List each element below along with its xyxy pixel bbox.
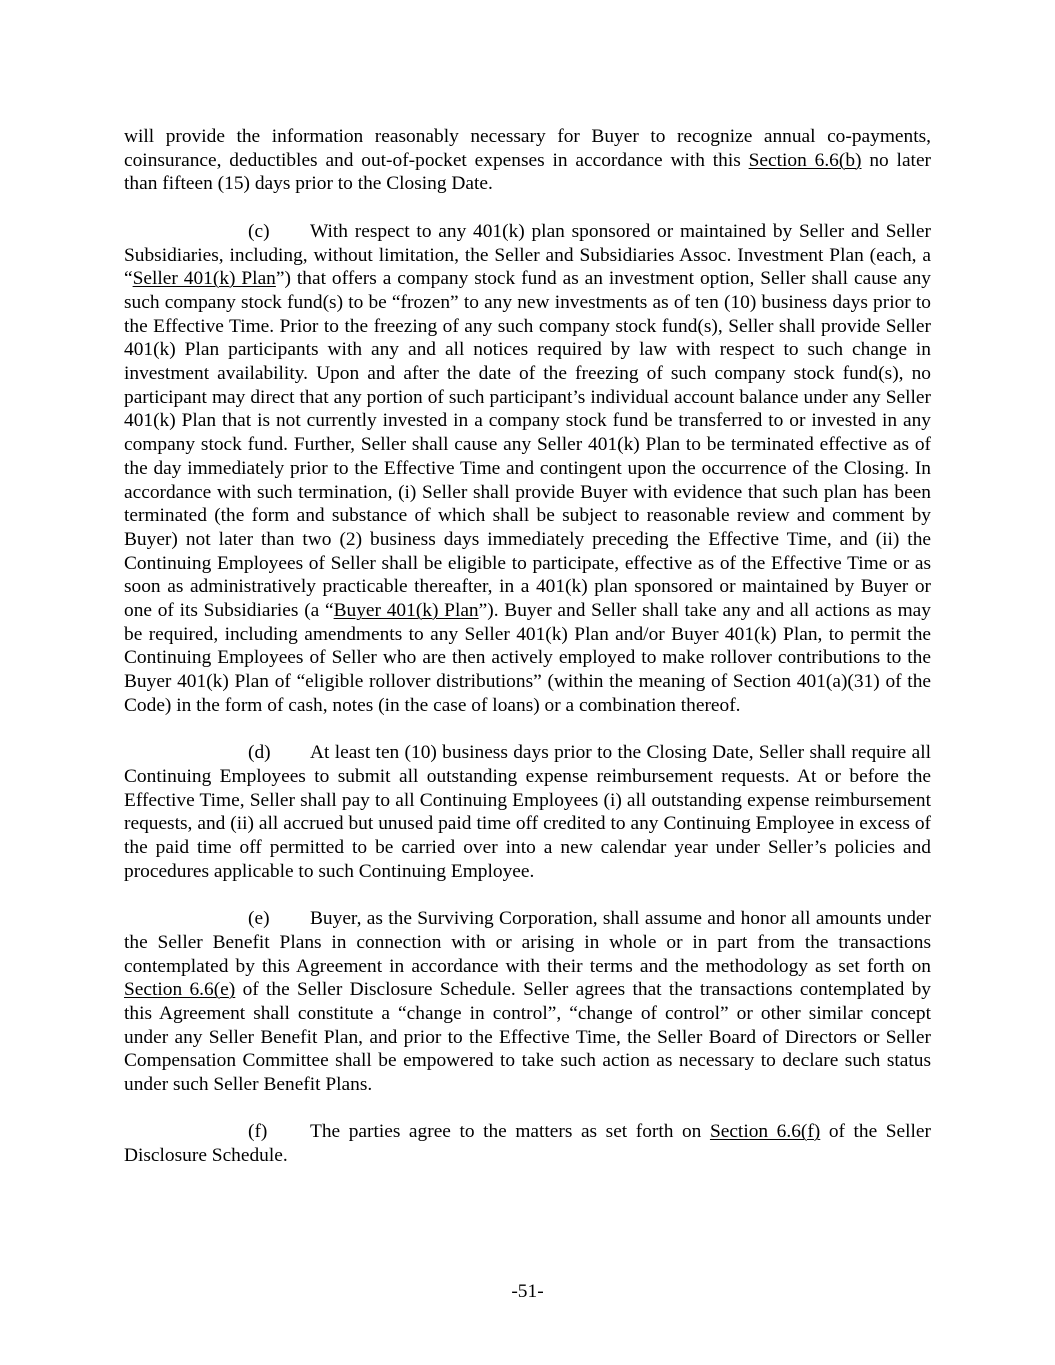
section-6-6-f-reference: Section 6.6(f) xyxy=(709,1121,821,1143)
paragraph-marker: (c) xyxy=(248,220,270,242)
paragraph-text: ”) that offers a company stock fund as an investment option, Seller shall cause any such company stock fund(s) to be “frozen” to any new investments as of ten (10) business days prior to the Effective Time. Prior to the freezing of any such company stock fund(s), Seller shall provide Seller 401(k) Plan participants with any and all notices required by law with respect to such change in investment availability. Upon and after the date of the freezing of such company stock fund(s), no participant may direct that any portion of such participant’s individual account balance under any Seller 401(k) Plan that is not currently invested in a company stock fund be transferred to or invested in any company stock fund. Further, Seller shall cause any Seller 401(k) Plan to be terminated effective as of the day immediately prior to the Effective Time and contingent upon the occurrence of the Closing. In accordance with such termination, (i) Seller shall provide Buyer with evidence that such plan has been terminated (the form and substance of which shall be subject to reasonable review and comment by Buyer) not later than two (2) business days immediately preceding the Effective Time, and (ii) the Continuing Employees of Seller shall be eligible to participate, effective as of the Effective Time or as soon as administratively practicable thereafter, in a 401(k) plan sponsored or maintained by Buyer or one of its Subsidiaries (a “ xyxy=(124,268,931,622)
defined-term-buyer-401k-plan: Buyer 401(k) Plan xyxy=(333,600,479,622)
page-number: -51- xyxy=(511,1281,544,1302)
paragraph-f xyxy=(124,1120,931,1167)
document-body xyxy=(124,125,931,1192)
paragraph-text: no later than fifteen (15) days prior to the Closing Date. xyxy=(124,149,932,195)
paragraph-marker: (f) xyxy=(248,1121,268,1143)
paragraph-marker: (e) xyxy=(248,908,270,930)
paragraph-text: ”). Buyer and Seller shall take any and all actions as may be required, including amendments to any Seller 401(k) Plan and/or Buyer 401(k) Plan, to permit the Continuing Employees of Seller who are then actively employed to make rollover contributions to the Buyer 401(k) Plan of “eligible rollover distributions” (within the meaning of Section 401(a)(31) of the Code) in the form of cash, notes (in the case of loans) or a combination thereof. xyxy=(124,600,931,716)
paragraph-e xyxy=(124,907,931,1097)
paragraph-text: Buyer, as the Surviving Corporation, shall assume and honor all amounts under the Seller Benefit Plans in connection with or arising in whole or in part from the transactions contemplated by this Agreement in accordance with their terms and the methodology as set forth on xyxy=(124,908,931,977)
defined-term-seller-401k-plan: Seller 401(k) Plan xyxy=(132,268,276,290)
paragraph-b-continued xyxy=(124,125,931,196)
paragraph-text: With respect to any 401(k) plan sponsored or maintained by Seller and Seller Subsidiaries, including, without limitation, the Seller and Subsidiaries Assoc. Investment Plan (each, a “ xyxy=(124,220,931,290)
paragraph-text: The parties agree to the matters as set forth on xyxy=(310,1121,710,1143)
paragraph-c xyxy=(124,220,931,718)
paragraph-text: At least ten (10) business days prior to the Closing Date, Seller shall require all Continuing Employees to submit all outstanding expense reimbursement requests. At or before the Effective Time, Seller shall pay to all Continuing Employees (i) all outstanding expense reimbursement requests, and (ii) all accrued but unused paid time off credited to any Continuing Employee in excess of the paid time off permitted to be carried over into a new calendar year under Seller’s policies and procedures applicable to such Continuing Employee. xyxy=(124,742,931,882)
paragraph-d xyxy=(124,741,931,883)
section-6-6-b-reference: Section 6.6(b) xyxy=(748,149,862,171)
paragraph-marker: (d) xyxy=(248,742,271,764)
paragraph-text: of the Seller Disclosure Schedule. xyxy=(124,1121,931,1167)
paragraph-text: of the Seller Disclosure Schedule. Seller agrees that the transactions contemplated by this Agreement shall constitute a “change in control”, “change of control” or other similar concept under any Seller Benefit Plan, and prior to the Effective Time, the Seller Board of Directors or Seller Compensation Committee shall be empowered to take such action as necessary to declare such status under such Seller Benefit Plans. xyxy=(124,979,931,1096)
section-6-6-e-reference: Section 6.6(e) xyxy=(124,979,236,1001)
paragraph-text: will provide the information reasonably necessary for Buyer to recognize annual co-payments, coinsurance, deductibles and out-of-pocket expenses in accordance with this xyxy=(124,126,931,171)
